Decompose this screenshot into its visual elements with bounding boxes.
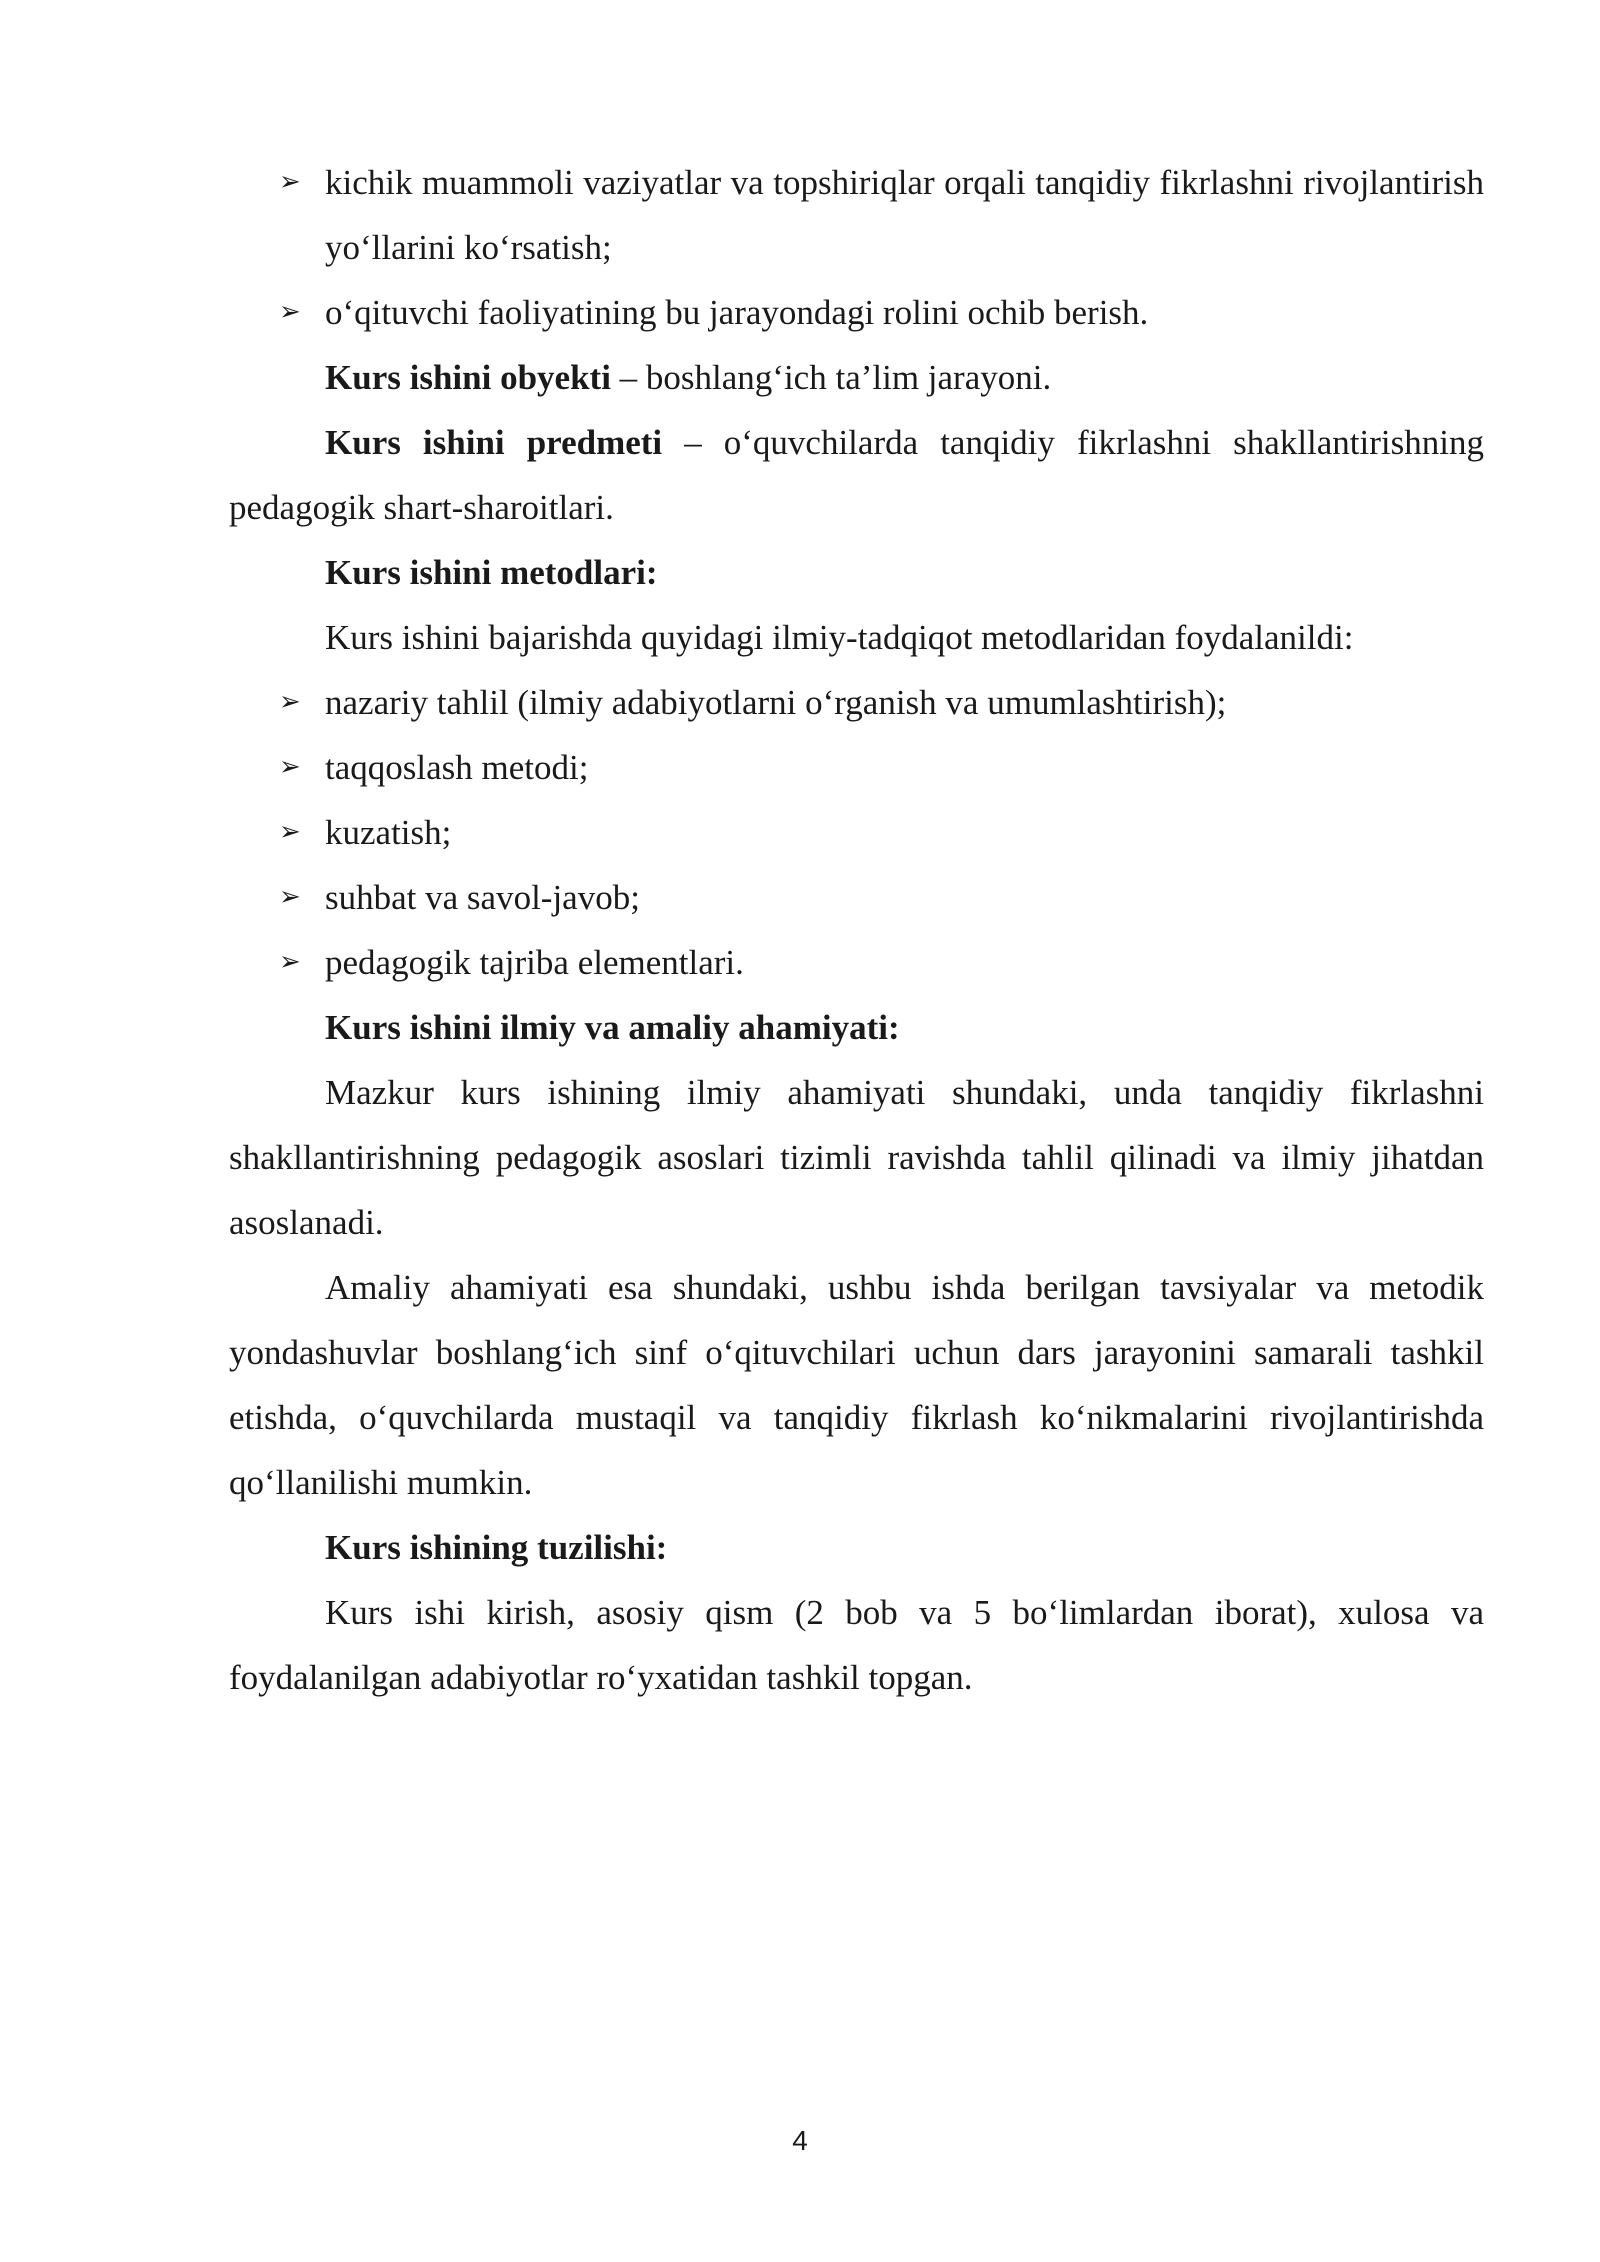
significance-paragraph-practical: Amaliy ahamiyati esa shundaki, ushbu ishda berilgan tavsiyalar va metodik yondashuvlar boshlang‘ich sinf o‘qituvchilari uchun dars jarayonini samarali tashkil etishda, o‘quvchilarda mustaqil va tanqidiy fikrlash ko‘nikmalarini rivojlantirishda qo‘llanilishi mumkin. [229, 1268, 1484, 1502]
object-paragraph [229, 345, 1484, 410]
list-item [229, 865, 1484, 930]
list-item-text: o‘qituvchi faoliyatining bu jarayondagi rolini ochib berish. [325, 293, 1149, 332]
methods-intro: Kurs ishini bajarishda quyidagi ilmiy-tadqiqot metodlaridan foydalanildi: [325, 618, 1354, 657]
arrowhead-bullet-icon: ➢ [279, 167, 301, 197]
arrowhead-bullet-icon: ➢ [279, 687, 301, 717]
arrowhead-bullet-icon: ➢ [279, 752, 301, 782]
page-number: 4 [792, 2125, 808, 2156]
significance-paragraph-scientific: Mazkur kurs ishining ilmiy ahamiyati shundaki, unda tanqidiy fikrlashni shakllantirishning pedagogik asoslari tizimli ravishda tahlil qilinadi va ilmiy jihatdan asoslanadi. [229, 1073, 1484, 1242]
arrowhead-bullet-icon: ➢ [279, 947, 301, 977]
list-item-text: nazariy tahlil (ilmiy adabiyotlarni o‘rganish va umumlashtirish); [325, 683, 1227, 722]
list-item [229, 280, 1484, 345]
list-item [229, 930, 1484, 995]
list-item-text: pedagogik tajriba elementlari. [325, 943, 744, 982]
list-item [229, 800, 1484, 865]
object-text: – boshlang‘ich ta’lim jarayoni. [610, 358, 1052, 397]
significance-heading: Kurs ishini ilmiy va amaliy ahamiyati: [325, 1008, 900, 1047]
list-item [229, 150, 1484, 280]
body-text [229, 150, 1484, 1710]
subject-label: Kurs ishini predmeti [325, 423, 663, 462]
subject-paragraph [229, 410, 1484, 540]
arrowhead-bullet-icon: ➢ [279, 817, 301, 847]
list-item-text: kichik muammoli vaziyatlar va topshiriqlar orqali tanqidiy fikrlashni rivojlantirish yo‘llarini ko‘rsatish; [325, 163, 1484, 267]
structure-paragraph: Kurs ishi kirish, asosiy qism (2 bob va 5 bo‘limlardan iborat), xulosa va foydalanilgan adabiyotlar ro‘yxatidan tashkil topgan. [229, 1593, 1484, 1697]
object-label: Kurs ishini obyekti [325, 358, 611, 397]
list-item [229, 735, 1484, 800]
list-item-text: suhbat va savol-javob; [325, 878, 640, 917]
subject-text: – o‘quvchilarda tanqidiy fikrlashni shakllantirishning pedagogik shart-sharoitlari. [229, 423, 1484, 527]
arrowhead-bullet-icon: ➢ [279, 297, 301, 327]
list-item-text: taqqoslash metodi; [325, 748, 589, 787]
methods-heading: Kurs ishini metodlari: [325, 553, 658, 592]
structure-heading: Kurs ishining tuzilishi: [325, 1528, 668, 1567]
arrowhead-bullet-icon: ➢ [279, 882, 301, 912]
list-item [229, 670, 1484, 735]
list-item-text: kuzatish; [325, 813, 452, 852]
